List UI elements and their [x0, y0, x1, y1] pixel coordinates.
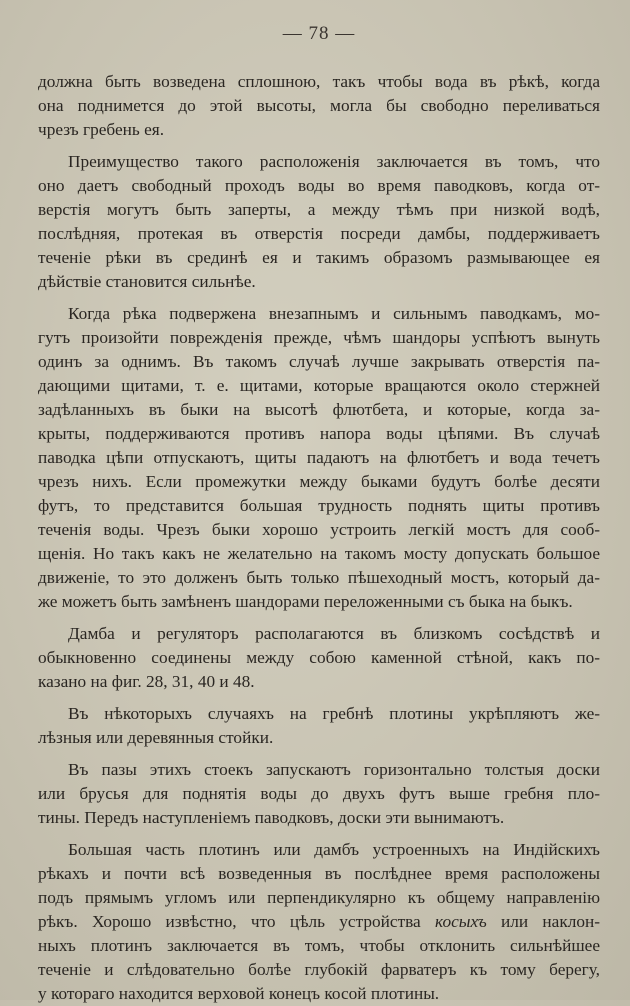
- text-line: Когда рѣка подвержена внезапнымъ и сильнымъ паводкамъ, мо-: [68, 304, 600, 323]
- text-line: обыкновенно соединены между собою каменной стѣной, какъ по-: [38, 648, 600, 667]
- paragraph-gap: [38, 614, 600, 622]
- page-number: — 78 —: [282, 23, 356, 44]
- text-line: лѣзныя или деревянныя стойки.: [38, 728, 274, 747]
- text-line: задѣланныхъ въ быки на высотѣ флютбета, и которые, когда за-: [38, 400, 600, 419]
- text-line: гутъ произойти поврежденія прежде, чѣмъ шандоры успѣютъ вынуть: [38, 328, 600, 347]
- text-line: же можетъ быть замѣненъ шандорами переложенными съ быка на быкъ.: [38, 592, 573, 611]
- book-page: [38, 18, 600, 1006]
- paragraph: [38, 150, 600, 294]
- paragraph: [38, 758, 600, 830]
- text-line: теченіе и слѣдовательно болѣе глубокій фарватеръ къ тому берегу,: [38, 960, 600, 979]
- text-line: она поднимется до этой высоты, могла бы свободно переливаться: [38, 96, 600, 115]
- text-line: тины. Передъ наступленіемъ паводковъ, доски эти вынимаютъ.: [38, 808, 505, 827]
- text-line: ныхъ плотинъ заключается въ томъ, чтобы отклонить сильнѣйшее: [38, 936, 600, 955]
- paragraph: [38, 70, 600, 142]
- text-line: теченія воды. Чрезъ быки хорошо устроить легкій мостъ для сооб-: [38, 520, 600, 539]
- text-line: или брусья для поднятія воды до двухъ футъ выше гребня пло-: [38, 784, 600, 803]
- text-line: у котораго находится верховой конецъ косой плотины.: [38, 984, 440, 1003]
- text-line: паводка цѣпи отпускаютъ, щиты падаютъ на флютбетъ и вода течетъ: [38, 448, 600, 467]
- emphasis: косыхъ: [435, 912, 487, 931]
- text-line: футъ, то представится большая трудность поднять щиты противъ: [38, 496, 600, 515]
- text-line: движеніе, то это долженъ быть только пѣшеходный мостъ, который да-: [38, 568, 600, 587]
- paragraph: [38, 838, 600, 1006]
- text-line: подъ прямымъ угломъ или перпендикулярно къ общему направленію: [38, 888, 600, 907]
- paragraph: [38, 622, 600, 694]
- text-line: оно даетъ свободный проходъ воды во время паводковъ, когда от-: [38, 176, 600, 195]
- page-body: [38, 70, 600, 1006]
- text-line: одинъ за однимъ. Въ такомъ случаѣ лучше закрывать отверстія па-: [38, 352, 600, 371]
- text-line: чрезъ гребень ея.: [38, 120, 165, 139]
- text-line: Преимущество такого расположенія заключается въ томъ, что: [68, 152, 600, 171]
- paragraph: [38, 702, 600, 750]
- text-line: Въ нѣкоторыхъ случаяхъ на гребнѣ плотины укрѣпляютъ же-: [68, 704, 600, 723]
- text-line: дѣйствіе становится сильнѣе.: [38, 272, 256, 291]
- text-line: теченіе рѣки въ срединѣ ея и такимъ образомъ размывающее ея: [38, 248, 600, 267]
- paragraph-gap: [38, 142, 600, 150]
- paragraph: [38, 302, 600, 614]
- paragraph-gap: [38, 830, 600, 838]
- text-line: Дамба и регуляторъ располагаются въ близкомъ сосѣдствѣ и: [68, 624, 600, 643]
- paragraph-gap: [38, 294, 600, 302]
- text-line: рѣкахъ и почти всѣ возведенныя въ послѣднее время расположены: [38, 864, 600, 883]
- paragraph-gap: [38, 694, 600, 702]
- text-line: должна быть возведена сплошною, такъ чтобы вода въ рѣкѣ, когда: [38, 72, 600, 91]
- paragraph-gap: [38, 750, 600, 758]
- text-line: верстія могутъ быть заперты, а между тѣмъ при низкой водѣ,: [38, 200, 600, 219]
- text-line: крыты, поддерживаются противъ напора воды цѣпями. Въ случаѣ: [38, 424, 600, 443]
- text-line: чрезъ нихъ. Если промежутки между быками будутъ болѣе десяти: [38, 472, 600, 491]
- text-line: щенія. Но такъ какъ не желательно на такомъ мосту допускать большое: [38, 544, 600, 563]
- text-line: послѣдняя, протекая въ отверстія посреди дамбы, поддерживаетъ: [38, 224, 600, 243]
- text-line: рѣкъ. Хорошо извѣстно, что цѣль устройства косыхъ или наклон-: [38, 912, 600, 931]
- text-line: казано на фиг. 28, 31, 40 и 48.: [38, 672, 255, 691]
- text-line: Въ пазы этихъ стоекъ запускаютъ горизонтально толстыя доски: [68, 760, 600, 779]
- text-line: дающими щитами, т. е. щитами, которые вращаются около стержней: [38, 376, 600, 395]
- text-line: Большая часть плотинъ или дамбъ устроенныхъ на Индійскихъ: [68, 840, 600, 859]
